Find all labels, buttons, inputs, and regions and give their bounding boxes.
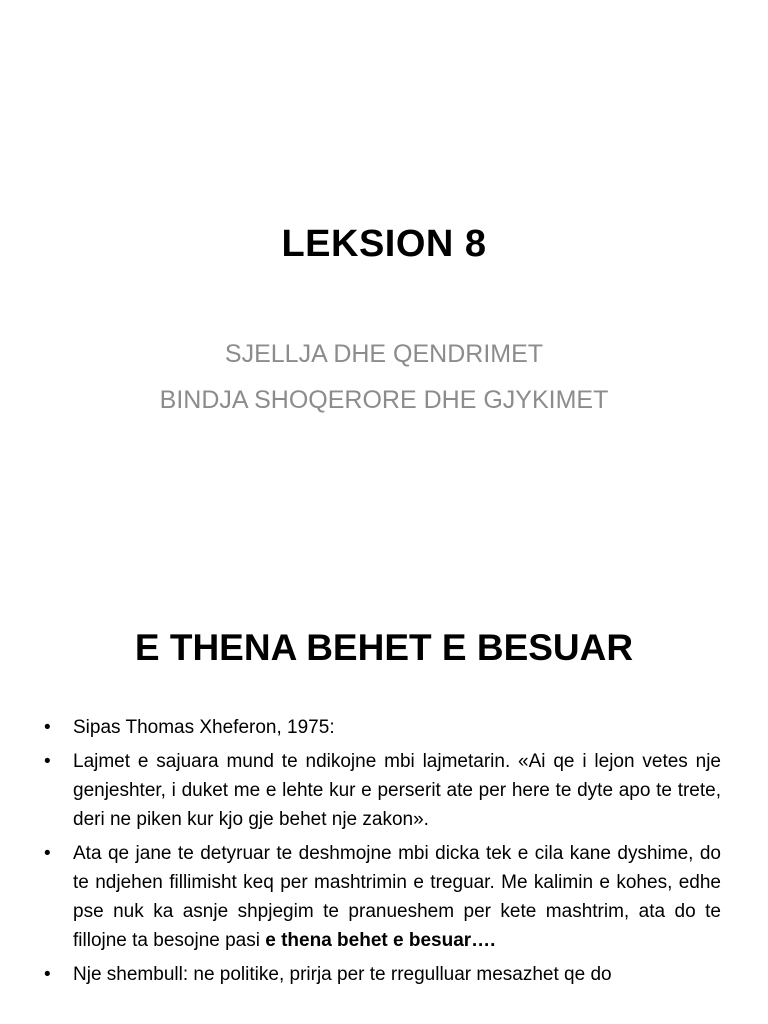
bullet-text: Lajmet e sajuara mund te ndikojne mbi lajmetarin. «Ai qe i lejon vetes nje genjeshter, i duket me e lehte kur e perserit ate per here te dyte apo te trete, deri ne piken kur kjo gje behet nje zakon». bbox=[73, 751, 721, 830]
bullet-item bbox=[0, 747, 768, 834]
bullet-item bbox=[0, 713, 768, 742]
bullet-icon: • bbox=[44, 751, 51, 772]
subtitle-line-1: SJELLJA DHE QENDRIMET bbox=[224, 340, 544, 368]
bullet-icon: • bbox=[44, 717, 51, 738]
bullet-item bbox=[0, 960, 768, 989]
bullet-text: Nje shembull: ne politike, prirja per te rregulluar mesazhet qe do bbox=[73, 964, 612, 985]
bullet-item bbox=[0, 839, 768, 955]
bullet-icon: • bbox=[44, 964, 51, 985]
slide-content bbox=[0, 560, 768, 1024]
bullet-text: Ata qe jane te detyruar te deshmojne mbi dicka tek e cila kane dyshime, do te ndjehen fillimisht keq per mashtrimin e treguar. Me kalimin e kohes, edhe pse nuk ka asnje shpjegim te pranueshem per kete mashtrim, ata do te fillojne ta besojne pasi bbox=[73, 843, 721, 951]
section-title: E THENA BEHET E BESUAR bbox=[134, 627, 634, 668]
bullet-list bbox=[0, 713, 768, 994]
bullet-bold-text: e thena behet e besuar…. bbox=[265, 930, 496, 951]
bullet-icon: • bbox=[44, 843, 51, 864]
bullet-text: Sipas Thomas Xheferon, 1975: bbox=[73, 717, 335, 738]
lesson-title: LEKSION 8 bbox=[281, 223, 487, 265]
subtitle-line-2: BINDJA SHOQERORE DHE GJYKIMET bbox=[159, 386, 609, 414]
